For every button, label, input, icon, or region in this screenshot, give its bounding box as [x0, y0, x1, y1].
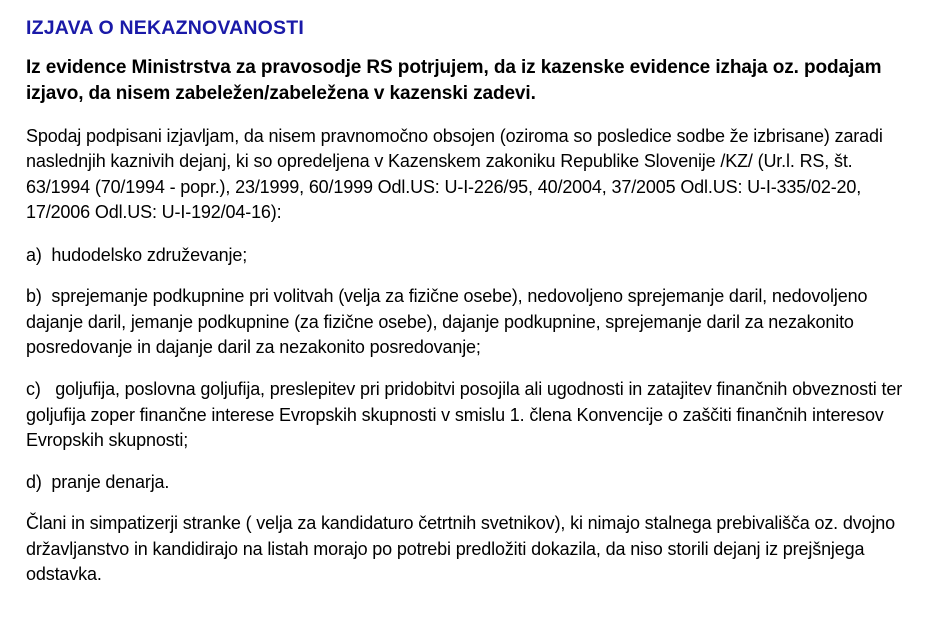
closing-paragraph: Člani in simpatizerji stranke ( velja za kandidaturo četrtnih svetnikov), ki nimajo stalnega prebivališča oz. dvojno državljanstvo in kandidirajo na listah morajo po potrebi predložiti dokazila, da niso storili dejanj iz prejšnjega odstavka. — [26, 513, 896, 585]
list-item — [26, 470, 914, 496]
list-item-text: goljufija, poslovna goljufija, preslepitev pri pridobitvi posojila ali ugodnosti in zatajitev finančnih obveznosti ter goljufija zoper finančne interese Evropskih skupnosti v smislu 1. člena Konvencije o zaščiti finančnih interesov Evropskih skupnosti; — [26, 378, 903, 451]
list-item-text: sprejemanje podkupnine pri volitvah (velja za fizične osebe), nedovoljeno sprejemanje daril, nedovoljeno dajanje daril, jemanje podkupnine (za fizične osebe), dajanje podkupnine, sprejemanje daril za nezakonito posredovanje in dajanje daril za nezakonito posredovanje; — [26, 286, 868, 358]
list-item-marker: c) — [26, 378, 41, 399]
list-item — [26, 284, 914, 361]
lead-paragraph: Iz evidence Ministrstva za pravosodje RS potrjujem, da iz kazenske evidence izhaja oz. podajam izjavo, da nisem zabeležen/zabeležena v kazenski zadevi. — [26, 57, 882, 104]
list-item-marker: d) — [26, 471, 42, 492]
list-item — [26, 377, 914, 454]
list-item — [26, 243, 914, 269]
intro-paragraph: Spodaj podpisani izjavljam, da nisem pravnomočno obsojen (oziroma so posledice sodbe že izbrisane) zaradi naslednjih kaznivih dejanj, ki so opredeljena v Kazenskem zakoniku Republike Slovenije /KZ/ (Ur.l. RS, št. 63/1994 (70/1994 - popr.), 23/1999, 60/1999 Odl.US: U-I-226/95, 40/2004, 37/2005 Odl.US: U-I-335/02-20, 17/2006 Odl.US: U-I-192/04-16): — [26, 125, 883, 223]
list-item-text: pranje denarja. — [51, 471, 170, 492]
page-title: IZJAVA O NEKAZNOVANOSTI — [26, 17, 304, 39]
list-item-marker: a) — [26, 244, 42, 265]
list-item-text: hudodelsko združevanje; — [51, 244, 248, 265]
list-item-marker: b) — [26, 286, 42, 307]
